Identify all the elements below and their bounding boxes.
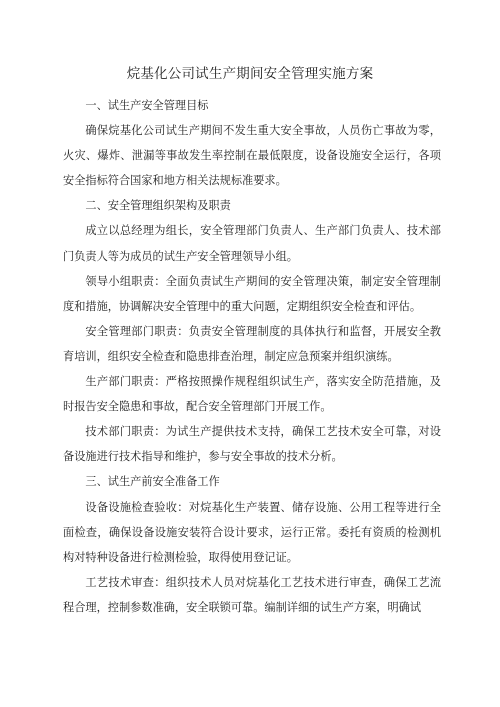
- document-body: [63, 93, 441, 620]
- paragraph-production-dept-duties: 生产部门职责：严格按照操作规程组织试生产，落实安全防范措施，及时报告安全隐患和事故，配合安全管理部门开展工作。: [63, 375, 441, 414]
- section-heading-preparation: 三、试生产前安全准备工作: [85, 475, 220, 489]
- paragraph-group-duties: 领导小组职责：全面负责试生产期间的安全管理决策，制定安全管理制度和措施，协调解决安全管理中的重大问题，定期组织安全检查和评估。: [63, 274, 441, 313]
- paragraph-safety-dept-duties: 安全管理部门职责：负责安全管理制度的具体执行和监督，开展安全教育培训，组织安全检查和隐患排查治理，制定应急预案并组织演练。: [63, 324, 441, 363]
- paragraph-technical-dept-duties: 技术部门职责：为试生产提供技术支持，确保工艺技术安全可靠，对设备设施进行技术指导和维护，参与安全事故的技术分析。: [63, 425, 441, 464]
- paragraph-leadership-group: 成立以总经理为组长，安全管理部门负责人、生产部门负责人、技术部门负责人等为成员的试生产安全管理领导小组。: [63, 224, 441, 263]
- section-heading-organization: 二、安全管理组织架构及职责: [85, 199, 231, 213]
- paragraph-process-review: 工艺技术审查：组织技术人员对烷基化工艺技术进行审查，确保工艺流程合理，控制参数准确，安全联锁可靠。编制详细的试生产方案，明确试: [63, 575, 441, 614]
- section-heading-goal: 一、试生产安全管理目标: [85, 99, 209, 112]
- paragraph-goal: 确保烷基化公司试生产期间不发生重大安全事故，人员伤亡事故为零，火灾、爆炸、泄漏等事故发生率控制在最低限度，设备设施安全运行，各项安全指标符合国家和地方相关法规标准要求。: [63, 124, 441, 188]
- document-title: 烷基化公司试生产期间安全管理实施方案: [126, 66, 374, 82]
- paragraph-equipment-inspection: 设备设施检查验收：对烷基化生产装置、储存设施、公用工程等进行全面检查，确保设备设施安装符合设计要求，运行正常。委托有资质的检测机构对特种设备进行检测检验，取得使用登记证。: [63, 500, 441, 564]
